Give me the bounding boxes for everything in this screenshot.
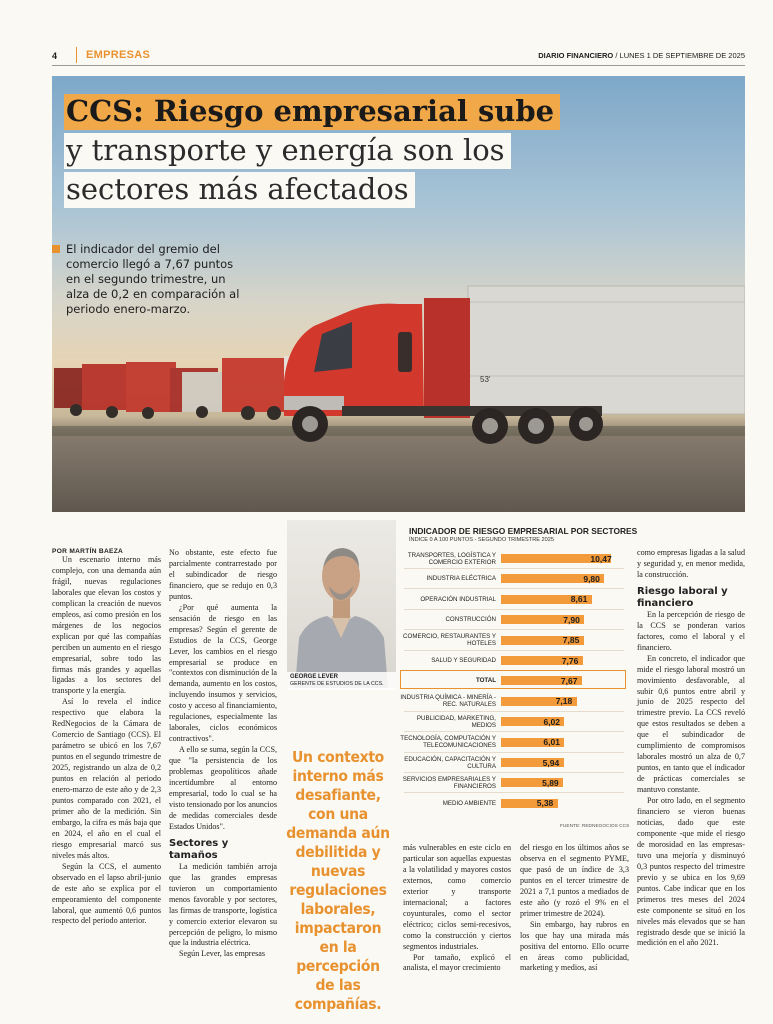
subhead-riesgo: Riesgo laboral y financiero xyxy=(637,585,728,609)
bar-value-label: 8,61 xyxy=(570,594,588,605)
article-column-3 xyxy=(403,843,511,974)
sector-risk-bar-chart xyxy=(400,546,628,836)
paragraph: No obstante, este efecto fue parcialmente contrarrestado por el subindicador de riesgo financiero, que se redujo en 0,3 puntos. xyxy=(169,548,277,601)
row-divider xyxy=(404,609,624,610)
paragraph: Según la CCS, el aumento observado en el lapso abril-junio de este año se explica por el empeoramiento del componente laboral, que aumentó 0,6 puntos respecto del periodo anterior. xyxy=(52,861,161,926)
row-divider xyxy=(404,752,624,753)
bar-value-label: 7,18 xyxy=(555,696,573,707)
section-label: EMPRESAS xyxy=(86,49,151,61)
issue-date: / LUNES 1 DE SEPTIEMBRE DE 2025 xyxy=(615,51,745,60)
headline xyxy=(64,94,560,211)
bar-label: TECNOLOGÍA, COMPUTACIÓN Y TELECOMUNICACIONES xyxy=(400,735,496,750)
bar-value-label: 5,38 xyxy=(536,798,554,809)
paragraph: Así lo revela el índice respectivo que elabora la RedNegocios de la Cámara de Comercio de Santiago (CCS). El parámetro se ubicó en los 7,67 puntos en el segundo trimestre de 2025, registrando un alza de 0,2 puntos en relación al periodo enero-marzo de este año y de 2,3 puntos comparado con 2021, el primer año de la medición. Sin embargo, la cifra es más baja que en 2024, el año en el cual el riesgo empresarial marcó sus niveles más altos. xyxy=(52,697,161,860)
subhead-sectores: Sectores y tamaños xyxy=(169,837,229,861)
paragraph: Un escenario interno más complejo, con una demanda aún frágil, nuevas regulaciones laborales que elevan los costos y complican la creación de nuevos empleos, así como presión en los márgenes de los negocios explican por qué las compañías perciben un aumento en el riesgo empresarial, sobre todo las firmas más grandes y aquellas ligadas a los sectores del transporte y la energía. xyxy=(52,555,161,696)
bar-value-label: 6,01 xyxy=(543,737,560,748)
bar-label: EDUCACIÓN, CAPACITACIÓN Y CULTURA xyxy=(404,755,496,770)
bar-value-label: 7,76 xyxy=(561,655,579,666)
bar-label: INDUSTRIA ELÉCTRICA xyxy=(426,575,496,583)
bar-label: INDUSTRIA QUÍMICA - MINERÍA - REC. NATURALES xyxy=(400,694,496,709)
byline: POR MARTÍN BAEZA xyxy=(52,548,124,555)
paragraph: ¿Por qué aumenta la sensación de riesgo en las empresas? Según el gerente de Estudios de la CCS, George Lever, los cambios en el riesgo empresarial se produce en "contextos con disminución de la demanda, aumento en los costos, incluyendo insumos y servicios, costo y acceso al financiamiento, regulaciones, especialmente las laborales, ciclos económicos contractivos". xyxy=(169,602,277,744)
paragraph: Por tamaño, explicó el analista, el mayor crecimiento xyxy=(403,952,511,973)
portrait-illustration xyxy=(287,520,396,688)
caption-name: GEORGE LEVER xyxy=(290,674,339,680)
row-divider xyxy=(404,629,624,630)
newspaper-name: DIARIO FINANCIERO xyxy=(538,51,614,60)
chart-source: FUENTE: REDNEGOCIOS CCS xyxy=(560,824,630,829)
portrait-george-lever xyxy=(287,520,396,688)
bar-value-label: 7,85 xyxy=(562,635,580,646)
headline-line-2: y transporte y energía son los xyxy=(64,133,511,169)
paragraph: del riesgo en los últimos años se observa en el segmento PYME, que pasó de un índice de 3,3 puntos en el tercer trimestre de 2021 a 7,1 puntos a mediados de este año (y rozó el 9% en el primer trimestre de 2024). xyxy=(520,843,629,918)
lede-text: El indicador del gremio del comercio llegó a 7,67 puntos en el segundo trimestre, un alza de 0,2 en comparación al periodo enero-marzo. xyxy=(66,242,240,316)
page-header xyxy=(0,0,773,72)
bar-label: SALUD Y SEGURIDAD xyxy=(431,657,496,664)
bar-label: PUBLICIDAD, MARKETING, MEDIOS xyxy=(416,714,496,729)
pull-quote: Un contexto interno más desafiante, con una demanda aún debilitida y nuevas regulaciones laborales, impactaron en la percepción de las compañías. xyxy=(286,748,390,1013)
bar-label: CONSTRUCCIÓN xyxy=(445,616,496,624)
row-divider xyxy=(404,731,624,732)
page-number: 4 xyxy=(52,51,58,61)
paragraph: Por otro lado, en el segmento financiero se vieron buenas noticias, dado que este componente -que mide el riesgo de morosidad en las empresas- tuvo una mejoría y disminuyó 0,3 puntos respecto del trimestre previo y se ubica en los 9,69 puntos. Cabe indicar que en los primeros tres meses del 2024 este componente se situó en los niveles más elevados que se han registrado desde que se inició la medición en el año 2021. xyxy=(637,796,745,948)
article-column-4 xyxy=(520,843,629,974)
bar-value-label: 5,89 xyxy=(542,777,559,788)
bar-value-label: 5,94 xyxy=(542,757,560,768)
bar-label: MEDIO AMBIENTE xyxy=(442,799,496,807)
headline-line-3: sectores más afectados xyxy=(64,172,415,208)
article-column-2 xyxy=(169,548,277,960)
bar-value-label: 10,47 xyxy=(590,553,612,564)
lede xyxy=(52,242,240,317)
bar-label: OPERACIÓN INDUSTRIAL xyxy=(420,595,496,603)
paragraph: La medición también arroja que las grandes empresas tuvieron un comportamiento menos favorable y por sectores, las firmas de transporte, logística y comercio exterior elevaron su percepción de peligro, lo mismo que la industria eléctrica. xyxy=(169,861,277,948)
paragraph: A ello se suma, según la CCS, que "la persistencia de los problemas geopolíticos añade incertidumbre al entorno empresarial, todo lo cual se ha visto tensionado por los anuncios de medidas comerciales desde Estados Unidos". xyxy=(169,745,277,831)
paragraph: como empresas ligadas a la salud y seguridad y, en menor medida, la construcción. xyxy=(637,548,745,579)
paragraph: Según Lever, las empresas xyxy=(179,949,265,959)
bar-value-label: 6,02 xyxy=(543,716,561,727)
article-column-1 xyxy=(52,548,161,927)
row-divider xyxy=(404,772,624,773)
row-divider xyxy=(404,568,624,569)
paragraph: En la percepción de riesgo de la CCS se ponderan varios factores, como el laboral y el financiero. xyxy=(637,609,745,652)
row-divider xyxy=(404,650,624,651)
paragraph: Sin embargo, hay rubros en los que hay una mirada más positiva del entorno. Ello ocurre en áreas como publicidad, marketing y medios, así xyxy=(520,919,629,973)
bar-label: TOTAL xyxy=(475,677,496,685)
masthead xyxy=(538,51,745,60)
row-divider xyxy=(404,588,624,589)
bar-value-label: 7,67 xyxy=(560,675,578,686)
bar-label: COMERCIO, RESTAURANTES Y HOTELES xyxy=(403,633,496,648)
paragraph: En concreto, el indicador que mide el riesgo laboral mostró un movimiento desfavorable, al subir 0,6 puntos entre abril y junio de 2025 respecto del trimestre previo. La CCS reveló que estos resultados se deben a que el subindicador de cumplimiento de compromisos laborales mostró un alza de 0,7 puntos, en tanto que el indicador de prácticas comerciales se mantuvo constante. xyxy=(637,653,745,795)
bar-label: TRANSPORTES, LOGÍSTICA Y COMERCIO EXTERIOR xyxy=(407,551,496,566)
chart-title: INDICADOR DE RIESGO EMPRESARIAL POR SECTORES xyxy=(409,526,638,536)
bar-label: SERVICIOS EMPRESARIALES Y FINANCIEROS xyxy=(402,775,496,790)
caption-role: GERENTE DE ESTUDIOS DE LA CCS. xyxy=(290,680,384,687)
photo-caption xyxy=(287,672,396,690)
lede-bullet-icon xyxy=(52,245,60,253)
bar-value-label: 7,90 xyxy=(563,614,580,625)
trailer-marking: 53' xyxy=(480,375,491,384)
chart-subtitle: ÍNDICE 0 A 100 PUNTOS - SEGUNDO TRIMESTRE 2025 xyxy=(409,537,554,543)
row-divider xyxy=(404,792,624,793)
header-divider xyxy=(76,47,77,63)
headline-line-1: CCS: Riesgo empresarial sube xyxy=(64,94,560,130)
header-rule xyxy=(52,65,745,66)
row-divider xyxy=(404,711,624,712)
bar-value-label: 9,80 xyxy=(583,573,600,584)
article-column-5 xyxy=(637,548,745,949)
paragraph: más vulnerables en este ciclo en particular son aquellas expuestas a la volatilidad y mayores costos externos, como comercio exterior y transporte internacional; a factores coyunturales, como el sector eléctrico; ciclos semi-recesivos, como la construcción y ciertos segmentos industriales. xyxy=(403,843,511,951)
